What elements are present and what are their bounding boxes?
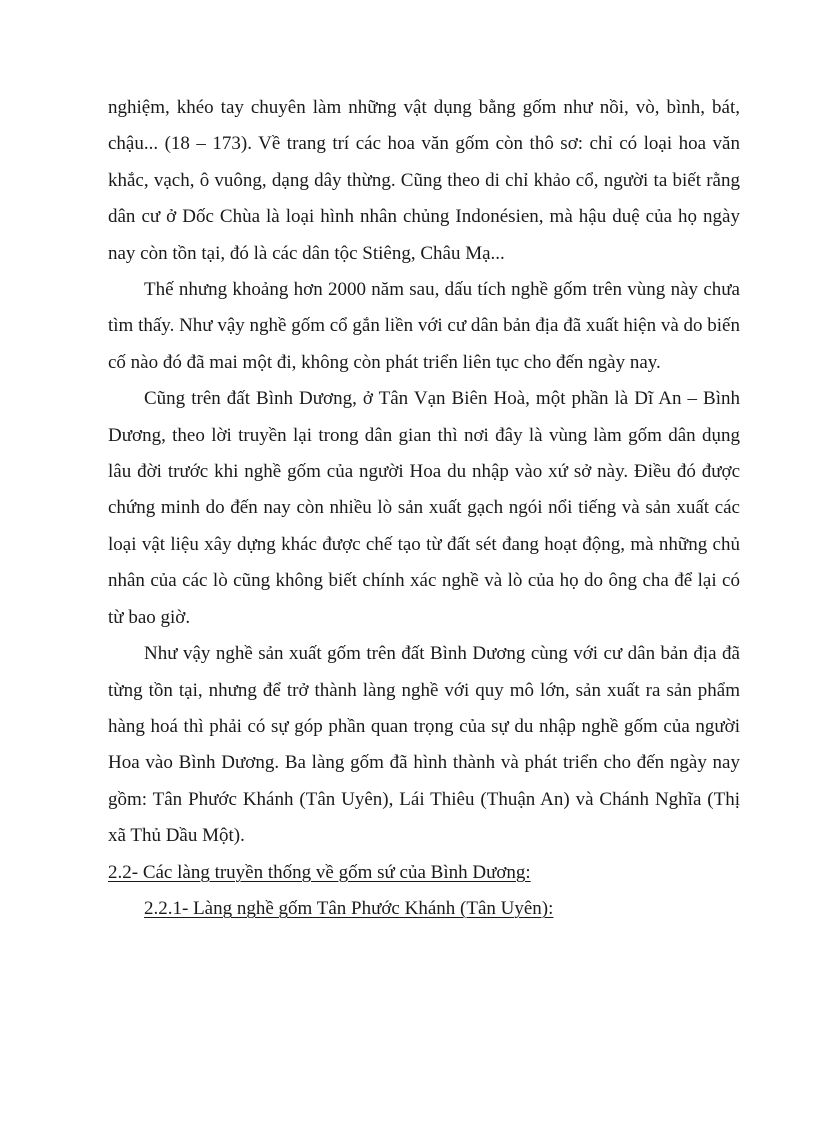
subsection-heading: 2.2.1- Làng nghề gốm Tân Phước Khánh (Tân Uyên): [144,897,554,919]
paragraph-3: Cũng trên đất Bình Dương, ở Tân Vạn Biên Hoà, một phần là Dĩ An – Bình Dương, theo lời truyền lại trong dân gian thì nơi đây là vùng làm gốm dân dụng lâu đời trước khi nghề gốm của người Hoa du nhập vào xứ sở này. Điều đó được chứng minh do đến nay còn nhiều lò sản xuất gạch ngói nổi tiếng và sản xuất các loại vật liệu xây dựng khác được chế tạo từ đất sét đang hoạt động, mà những chủ nhân của các lò cũng không biết chính xác nghề và lò của họ do ông cha để lại có từ bao giờ. [108,388,740,628]
paragraph-4: Như vậy nghề sản xuất gốm trên đất Bình Dương cùng với cư dân bản địa đã từng tồn tại, nhưng để trở thành làng nghề với quy mô lớn, sản xuất ra sản phẩm hàng hoá thì phải có sự góp phần quan trọng của sự du nhập nghề gốm của người Hoa vào Bình Dương. Ba làng gốm đã hình thành và phát triển cho đến ngày nay gồm: Tân Phước Khánh (Tân Uyên), Lái Thiêu (Thuận An) và Chánh Nghĩa (Thị xã Thủ Dầu Một). [108,643,740,847]
section-heading: 2.2- Các làng truyền thống về gốm sứ của Bình Dương: [108,861,531,883]
paragraph-2: Thế nhưng khoảng hơn 2000 năm sau, dấu tích nghề gốm trên vùng này chưa tìm thấy. Như vậy nghề gốm cổ gắn liền với cư dân bản địa đã xuất hiện và do biến cố nào đó đã mai một đi, không còn phát triển liên tục cho đến ngày nay. [108,279,740,373]
paragraph-1: nghiệm, khéo tay chuyên làm những vật dụng bằng gốm như nồi, vò, bình, bát, chậu... (18 – 173). Về trang trí các hoa văn gốm còn thô sơ: chỉ có loại hoa văn khắc, vạch, ô vuông, dạng dây thừng. Cũng theo di chỉ khảo cổ, người ta biết rằng dân cư ở Dốc Chùa là loại hình nhân chủng Indonésien, mà hậu duệ của họ ngày nay còn tồn tại, đó là các dân tộc Stiêng, Châu Mạ... [108,97,740,264]
document-page [108,90,740,927]
